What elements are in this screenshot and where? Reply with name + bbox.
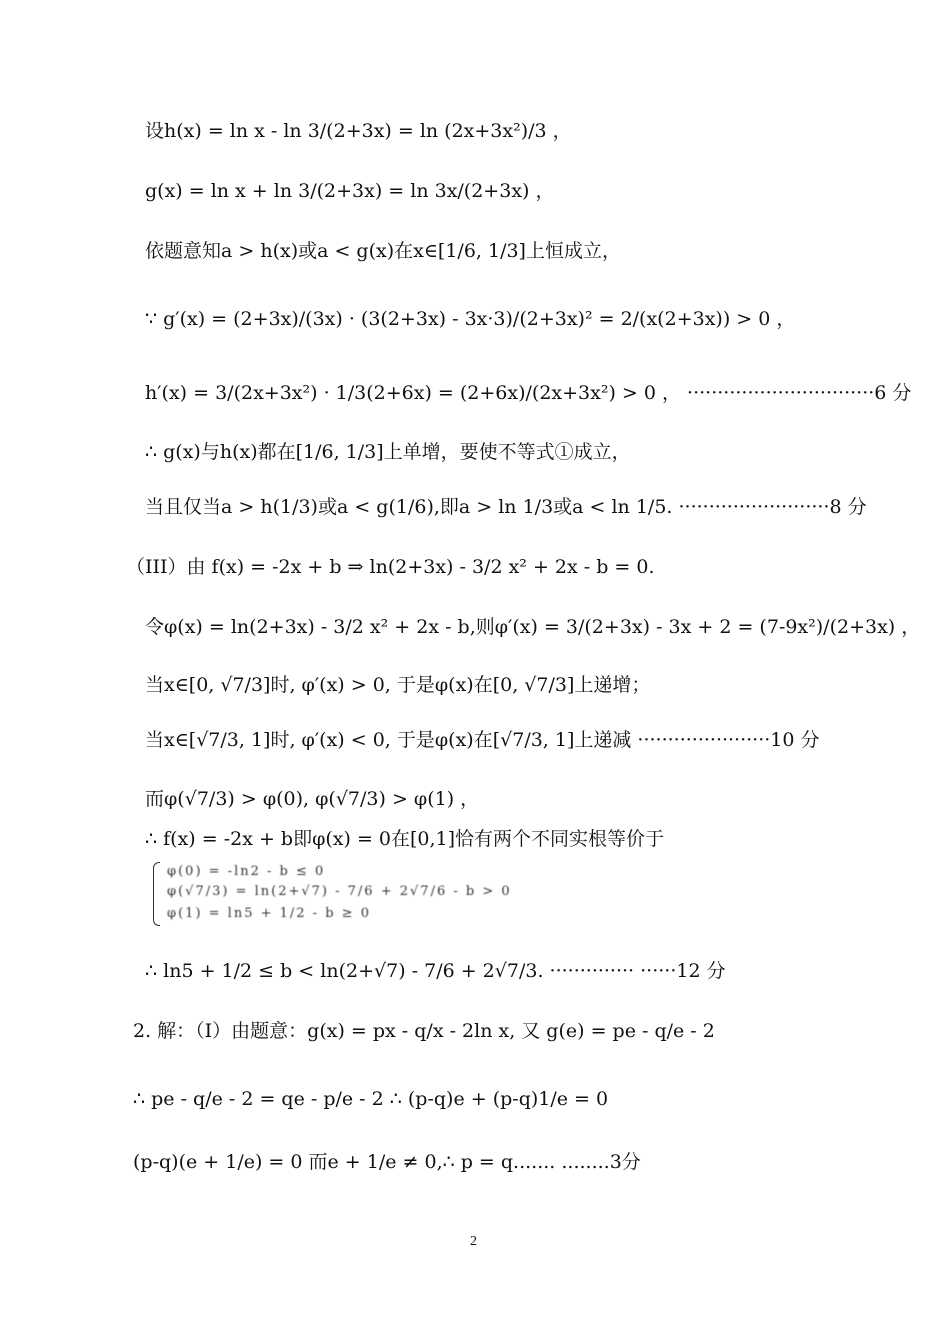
line-text: 依题意知a > h(x)或a < g(x)在x∈[1/6, 1/3]上恒成立，	[145, 240, 621, 262]
b-range-line	[145, 962, 726, 981]
line-text: ∴ g(x)与h(x)都在[1/6, 1/3]上单增，要使不等式①成立，	[145, 441, 631, 463]
left-brace	[153, 862, 160, 926]
decreasing-line	[145, 731, 820, 750]
eq-h-def	[145, 122, 572, 141]
line-text: ∴ f(x) = -2x + b即φ(x) = 0在[0,1]恰有两个不同实根等价于	[145, 828, 665, 850]
inequality-system	[153, 862, 713, 928]
line-text: ∴ pe - q/e - 2 = qe - p/e - 2 ∴ (p-q)e + (p-q)1/e = 0	[133, 1088, 609, 1110]
line-text: ∴ ln5 + 1/2 ≤ b < ln(2+√7) - 7/6 + 2√7/3. ·············· ······12 分	[145, 960, 726, 982]
line-text: 设h(x) = ln x - ln 3/(2+3x) = ln (2x+3x²)/3 ，	[145, 120, 572, 142]
line-text: h′(x) = 3/(2x+3x²) · 1/3(2+6x) = (2+6x)/(2x+3x²) > 0 ， ·······························6 分	[145, 382, 912, 404]
line-text: 而φ(√7/3) > φ(0), φ(√7/3) > φ(1) ，	[145, 788, 480, 810]
line-text: g(x) = ln x + ln 3/(2+3x) = ln 3x/(2+3x) ，	[145, 180, 555, 202]
line-text: 令φ(x) = ln(2+3x) - 3/2 x² + 2x - b,则φ′(x) = 3/(2+3x) - 3x + 2 = (7-9x²)/(2+3x) ，	[145, 616, 921, 638]
system-row: φ(1) = ln5 + 1/2 - b ≥ 0	[167, 906, 371, 921]
line-text: ∵ g′(x) = (2+3x)/(3x) · (3(2+3x) - 3x·3)/(2+3x)² = 2/(x(2+3x)) > 0 ，	[145, 308, 796, 330]
condition-line	[145, 242, 621, 261]
line-text: 当且仅当a > h(1/3)或a < g(1/6),即a > ln 1/3或a < ln 1/5. ·························8 分	[145, 496, 867, 518]
equivalence-line	[145, 830, 664, 849]
line-text: （III）由 f(x) = -2x + b ⇒ ln(2+3x) - 3/2 x² + 2x - b = 0.	[126, 556, 655, 578]
eq-g-derivative	[145, 310, 795, 329]
iff-line	[145, 498, 867, 517]
p-q-relation-line	[133, 1090, 608, 1109]
eq-h-derivative	[145, 384, 911, 403]
line-text: 当x∈[√7/3, 1]时, φ′(x) < 0, 于是φ(x)在[√7/3, 1]上递减 ······················10 分	[145, 729, 820, 751]
compare-line	[145, 790, 479, 809]
system-row: φ(√7/3) = ln(2+√7) - 7/6 + 2√7/6 - b > 0	[167, 884, 512, 899]
phi-def-line	[145, 618, 920, 637]
increasing-line	[145, 676, 650, 695]
system-row: φ(0) = -ln2 - b ≤ 0	[167, 864, 326, 879]
line-text: 2. 解：（I）由题意：g(x) = px - q/x - 2ln x, 又 g(e) = pe - q/e - 2	[133, 1020, 715, 1042]
line-text: 当x∈[0, √7/3]时, φ′(x) > 0, 于是φ(x)在[0, √7/3]上递增；	[145, 674, 651, 696]
line-text: (p-q)(e + 1/e) = 0 而e + 1/e ≠ 0,∴ p = q....... ........3分	[133, 1151, 641, 1173]
part-iii-line	[126, 558, 655, 577]
p-equals-q-line	[133, 1153, 641, 1172]
eq-g-def	[145, 182, 554, 201]
problem2-line	[133, 1022, 715, 1041]
page-number: 2	[470, 1234, 477, 1249]
monotone-line	[145, 443, 631, 462]
